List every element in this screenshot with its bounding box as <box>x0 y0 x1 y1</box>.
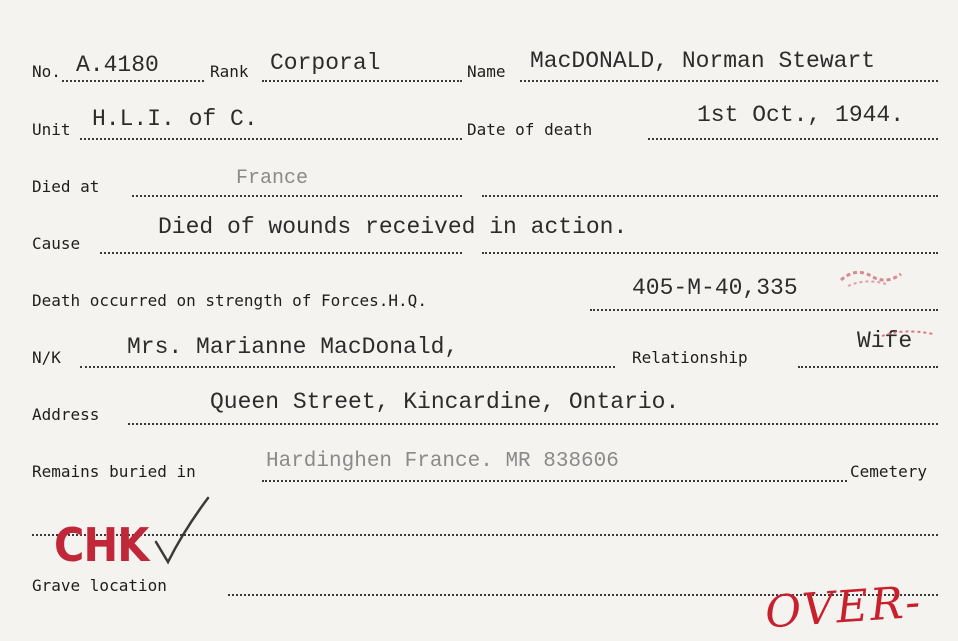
red-ink-mark <box>878 326 938 352</box>
next-of-kin-value: Mrs. Marianne MacDonald, <box>127 334 459 360</box>
address-value: Queen Street, Kincardine, Ontario. <box>210 389 680 415</box>
address-label: Address <box>32 405 100 424</box>
over-annotation: OVER- <box>763 576 924 639</box>
unit-label: Unit <box>32 120 71 139</box>
died-at-dotted-line-right <box>482 195 938 197</box>
died-at-dotted-line <box>132 195 462 197</box>
next-of-kin-label: N/K <box>32 348 61 367</box>
remains-buried-value: Hardinghen France. MR 838606 <box>266 450 619 473</box>
name-label: Name <box>467 62 506 81</box>
rank-value: Corporal <box>270 50 381 76</box>
relationship-dotted-line <box>798 366 938 368</box>
relationship-label: Relationship <box>632 348 748 367</box>
red-ink-smudge <box>836 262 906 292</box>
remains-buried-label: Remains buried in <box>32 462 196 481</box>
strength-dotted-line <box>590 309 938 311</box>
remains-dotted-line <box>262 480 847 482</box>
check-mark-icon <box>150 494 214 570</box>
next-of-kin-dotted-line <box>80 366 615 368</box>
cause-dotted-line-right <box>482 252 938 254</box>
grave-location-label: Grave location <box>32 576 167 595</box>
rank-dotted-line <box>262 80 462 82</box>
cause-value: Died of wounds received in action. <box>158 214 628 240</box>
cause-dotted-line <box>100 252 462 254</box>
service-number: A.4180 <box>76 52 159 78</box>
no-label: No. <box>32 62 61 81</box>
unit-dotted-line <box>80 138 462 140</box>
rank-label: Rank <box>210 62 249 81</box>
cause-label: Cause <box>32 234 81 253</box>
date-dotted-line <box>648 138 938 140</box>
cemetery-label: Cemetery <box>850 462 928 481</box>
chk-stamp: CHK <box>54 518 149 572</box>
soldier-name: MacDONALD, Norman Stewart <box>530 48 876 74</box>
no-dotted-line <box>62 80 204 82</box>
name-dotted-line <box>520 80 938 82</box>
date-of-death-label: Date of death <box>467 120 593 139</box>
strength-value: 405-M-40,335 <box>632 275 798 301</box>
died-at-label: Died at <box>32 177 100 196</box>
strength-label: Death occurred on strength of Forces.H.Q. <box>32 291 427 310</box>
address-dotted-line <box>128 423 938 425</box>
date-of-death-value: 1st Oct., 1944. <box>697 102 905 128</box>
died-at-value: France <box>236 167 309 190</box>
unit-value: H.L.I. of C. <box>92 106 258 132</box>
relationship-value: Wife <box>857 328 913 354</box>
